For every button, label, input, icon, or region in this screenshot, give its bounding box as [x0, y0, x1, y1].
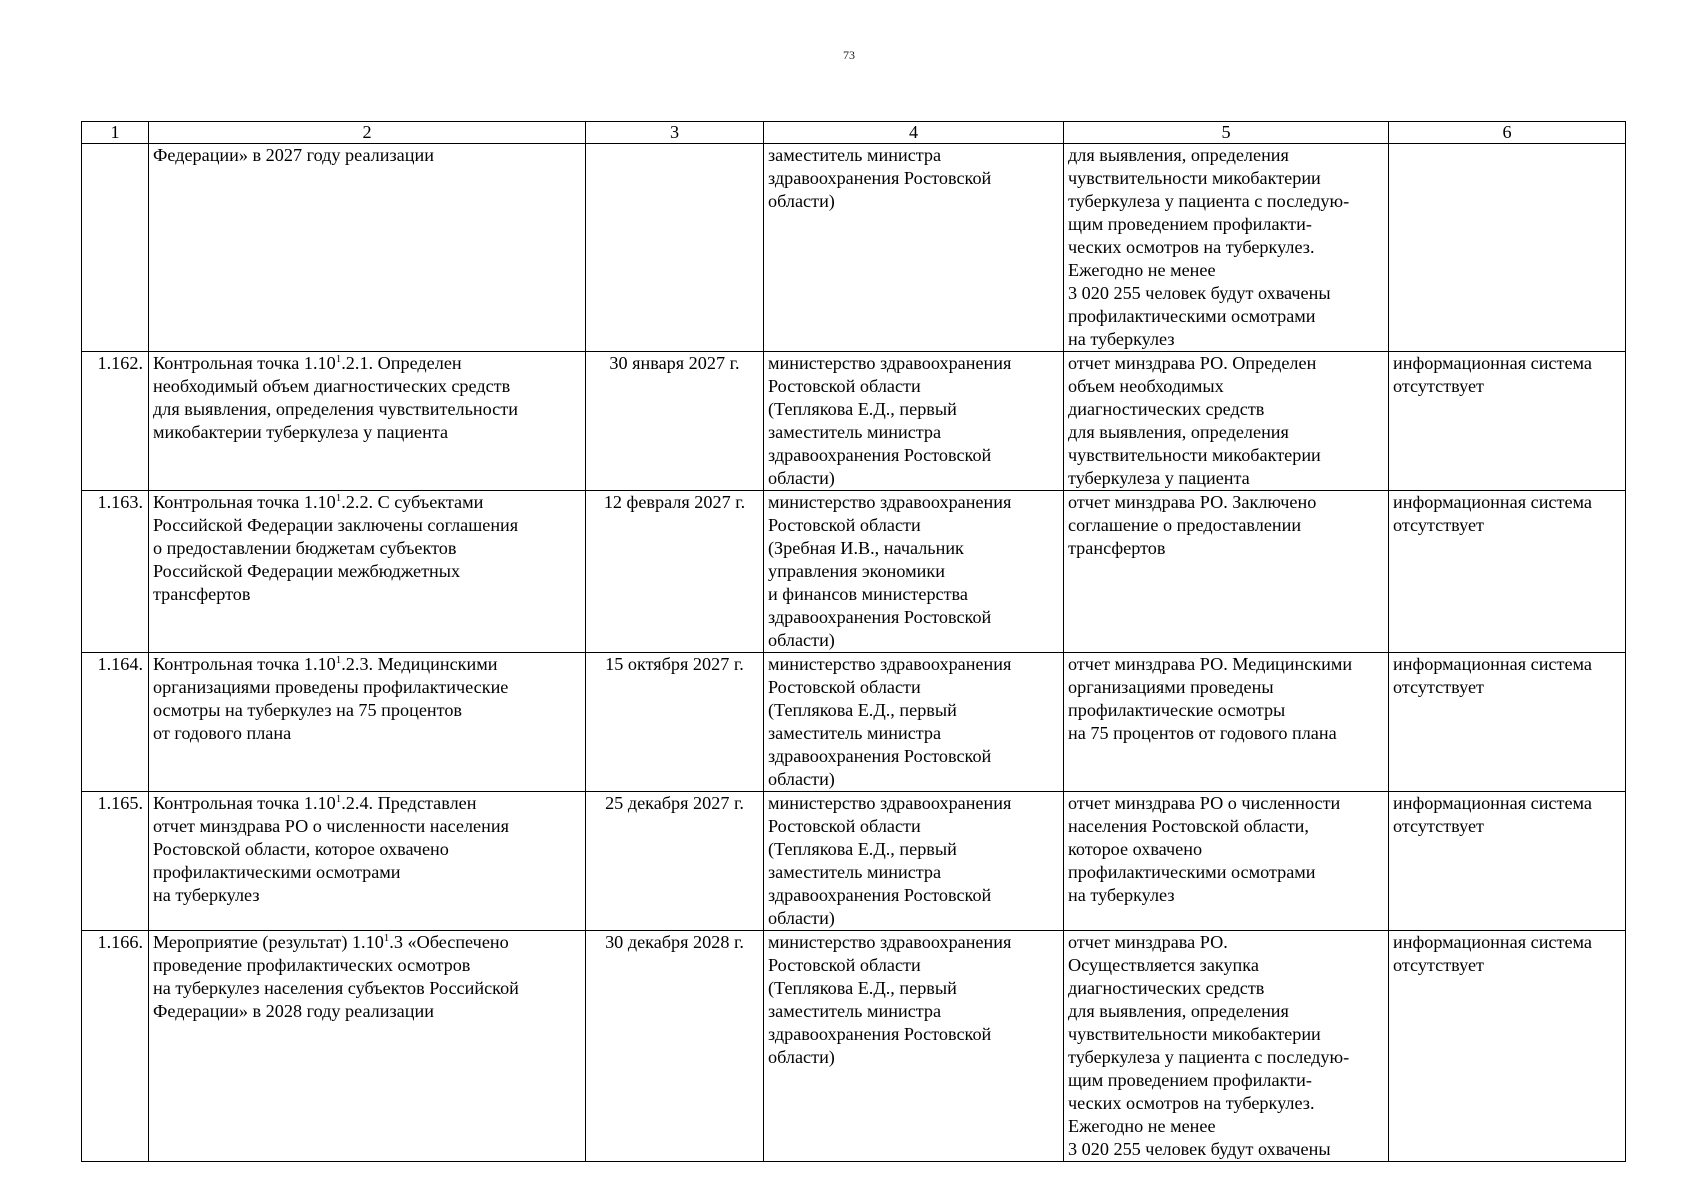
row-date: 30 декабря 2028 г. — [586, 931, 764, 1162]
row-responsible: министерство здравоохранения Ростовской области (Теплякова Е.Д., первый заместитель министра здравоохранения Ростовской области) — [764, 653, 1064, 792]
table-row — [82, 491, 1626, 653]
row-number: 1.163. — [82, 491, 149, 653]
column-header-6: 6 — [1389, 122, 1626, 144]
table-row — [82, 653, 1626, 792]
column-header-4: 4 — [764, 122, 1064, 144]
table-row — [82, 931, 1626, 1162]
row-result: отчет минздрава РО. Осуществляется закупка диагностических средств для выявления, определения чувствительности микобактерии туберкулеза у пациента с последую- щим проведением профилакти- ческих осмотров на туберкулез. Ежегодно не менее 3 020 255 человек будут охвачены — [1064, 931, 1389, 1162]
row-info-system — [1389, 144, 1626, 352]
row-result: отчет минздрава РО. Медицинскими организациями проведены профилактические осмотры на 75 процентов от годового плана — [1064, 653, 1389, 792]
row-number: 1.162. — [82, 352, 149, 491]
row-info-system: информационная система отсутствует — [1389, 491, 1626, 653]
row-date — [586, 144, 764, 352]
plan-table — [81, 121, 1626, 1162]
column-header-2: 2 — [149, 122, 586, 144]
column-header-1: 1 — [82, 122, 149, 144]
row-number — [82, 144, 149, 352]
row-name: Федерации» в 2027 году реализации — [149, 144, 586, 352]
row-responsible: министерство здравоохранения Ростовской области (Теплякова Е.Д., первый заместитель министра здравоохранения Ростовской области) — [764, 931, 1064, 1162]
row-responsible: министерство здравоохранения Ростовской области (Теплякова Е.Д., первый заместитель министра здравоохранения Ростовской области) — [764, 792, 1064, 931]
row-date: 25 декабря 2027 г. — [586, 792, 764, 931]
row-result: для выявления, определения чувствительности микобактерии туберкулеза у пациента с последую- щим проведением профилакти- ческих осмотров на туберкулез. Ежегодно не менее 3 020 255 человек будут охвачены профилактическими осмотрами на туберкулез — [1064, 144, 1389, 352]
row-number: 1.164. — [82, 653, 149, 792]
row-info-system: информационная система отсутствует — [1389, 653, 1626, 792]
row-info-system: информационная система отсутствует — [1389, 792, 1626, 931]
page-number: 73 — [843, 48, 855, 62]
row-name: Контрольная точка 1.10$^1$.2.4. Представлен отчет минздрава РО о численности населения Ростовской области, которое охвачено профилактическими осмотрами на туберкулез — [149, 792, 586, 931]
table-row — [82, 792, 1626, 931]
row-result: отчет минздрава РО. Определен объем необходимых диагностических средств для выявления, определения чувствительности микобактерии туберкулеза у пациента — [1064, 352, 1389, 491]
row-date: 12 февраля 2027 г. — [586, 491, 764, 653]
row-number: 1.165. — [82, 792, 149, 931]
row-info-system: информационная система отсутствует — [1389, 931, 1626, 1162]
row-date: 15 октября 2027 г. — [586, 653, 764, 792]
column-header-5: 5 — [1064, 122, 1389, 144]
row-responsible: заместитель министра здравоохранения Ростовской области) — [764, 144, 1064, 352]
row-responsible: министерство здравоохранения Ростовской области (Теплякова Е.Д., первый заместитель министра здравоохранения Ростовской области) — [764, 352, 1064, 491]
row-result: отчет минздрава РО. Заключено соглашение о предоставлении трансфертов — [1064, 491, 1389, 653]
row-name: Мероприятие (результат) 1.10$^1$.3 «Обеспечено проведение профилактических осмотров на туберкулез населения субъектов Российской Федерации» в 2028 году реализации — [149, 931, 586, 1162]
row-number: 1.166. — [82, 931, 149, 1162]
row-date: 30 января 2027 г. — [586, 352, 764, 491]
row-info-system: информационная система отсутствует — [1389, 352, 1626, 491]
row-responsible: министерство здравоохранения Ростовской области (Зребная И.В., начальник управления экономики и финансов министерства здравоохранения Ростовской области) — [764, 491, 1064, 653]
row-result: отчет минздрава РО о численности населения Ростовской области, которое охвачено профилактическими осмотрами на туберкулез — [1064, 792, 1389, 931]
header-row — [82, 122, 1626, 144]
table-row — [82, 352, 1626, 491]
column-header-3: 3 — [586, 122, 764, 144]
row-name: Контрольная точка 1.10$^1$.2.3. Медицинскими организациями проведены профилактические осмотры на туберкулез на 75 процентов от годового плана — [149, 653, 586, 792]
row-name: Контрольная точка 1.10$^1$.2.1. Определен необходимый объем диагностических средств для выявления, определения чувствительности микобактерии туберкулеза у пациента — [149, 352, 586, 491]
table-row — [82, 144, 1626, 352]
row-name: Контрольная точка 1.10$^1$.2.2. С субъектами Российской Федерации заключены соглашения о предоставлении бюджетам субъектов Российской Федерации межбюджетных трансфертов — [149, 491, 586, 653]
